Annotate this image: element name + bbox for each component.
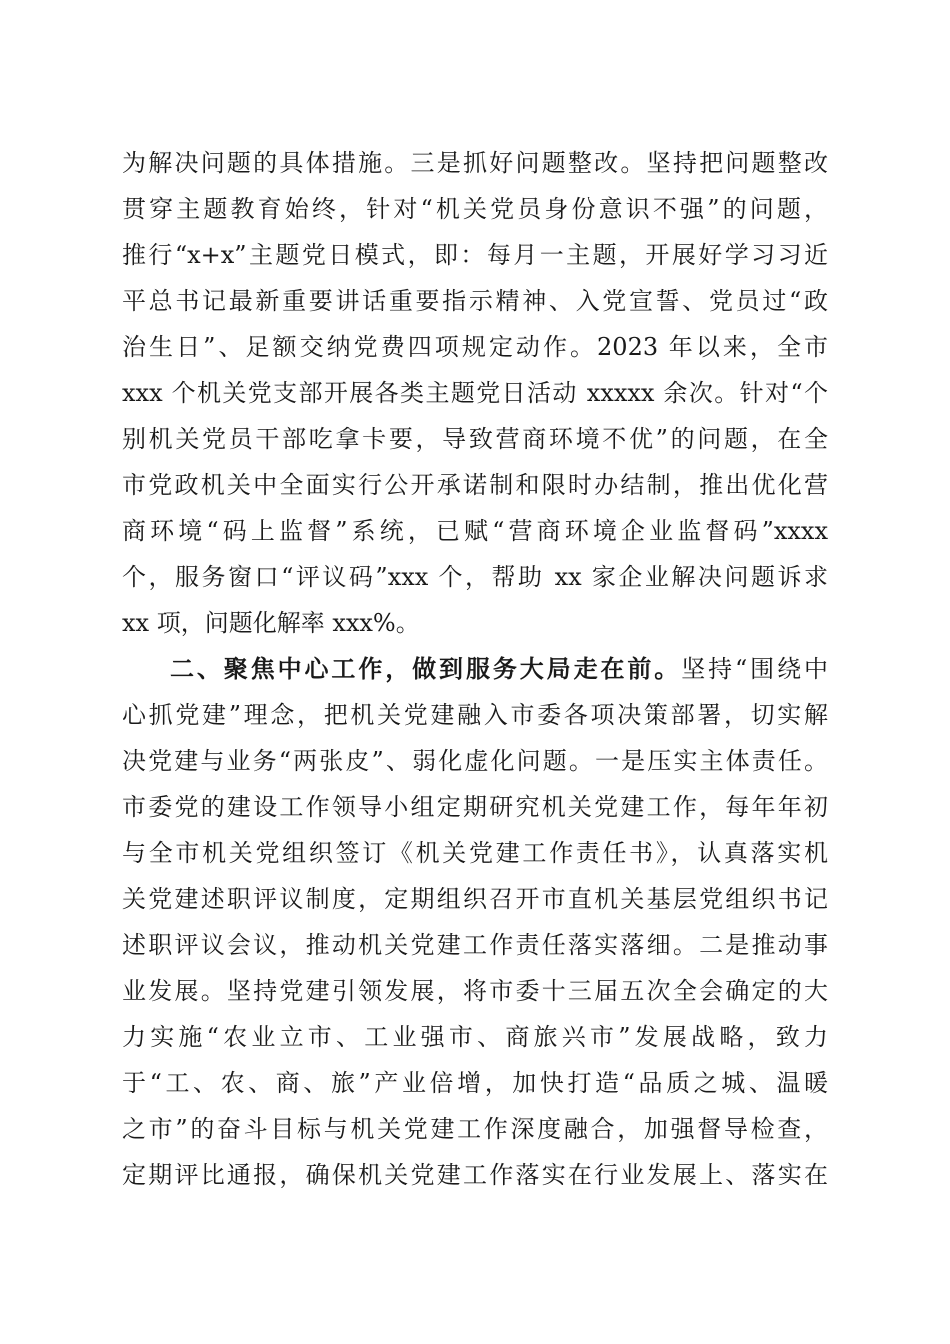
text-line: xx 项，问题化解率 xxx%。	[122, 609, 420, 637]
text-line: 别机关党员干部吃拿卡要，导致营商环境不优”的问题，在全	[122, 425, 828, 453]
text-line: 为解决问题的具体措施。三是抓好问题整改。坚持把问题整改	[122, 149, 828, 177]
text-line: 定期评比通报，确保机关党建工作落实在行业发展上、落实在	[122, 1161, 828, 1189]
text-line: 贯穿主题教育始终，针对“机关党员身份意识不强”的问题，	[122, 195, 828, 223]
text-line: 市党政机关中全面实行公开承诺制和限时办结制，推出优化营	[122, 471, 828, 499]
text-line: 平总书记最新重要讲话重要指示精神、入党宣誓、党员过“政	[122, 287, 828, 315]
text-line: 之市”的奋斗目标与机关党建工作深度融合，加强督导检查，	[122, 1115, 828, 1143]
text-line: 推行“x+x”主题党日模式，即：每月一主题，开展好学习习近	[122, 241, 828, 269]
text-line: 治生日”、足额交纳党费四项规定动作。2023 年以来，全市	[122, 333, 828, 361]
text-line: 市委党的建设工作领导小组定期研究机关党建工作，每年年初	[122, 793, 828, 821]
text-line: 力实施“农业立市、工业强市、商旅兴市”发展战略，致力	[122, 1023, 828, 1051]
text-line: xxx 个机关党支部开展各类主题党日活动 xxxxx 余次。针对“个	[122, 379, 828, 407]
text-line: 于“工、农、商、旅”产业倍增，加快打造“品质之城、温暖	[122, 1069, 828, 1097]
heading-continuation: 坚持“围绕中	[681, 655, 828, 683]
text-line: 与全市机关党组织签订《机关党建工作责任书》，认真落实机	[122, 839, 828, 867]
text-line: 商环境“码上监督”系统，已赋“营商环境企业监督码”xxxx	[122, 517, 828, 545]
text-line: 心抓党建”理念，把机关党建融入市委各项决策部署，切实解	[122, 701, 828, 729]
paragraph-2-first-line	[170, 647, 828, 691]
text-line: 决党建与业务“两张皮”、弱化虚化问题。一是压实主体责任。	[122, 747, 828, 775]
text-line: 关党建述职评议制度，定期组织召开市直机关基层党组织书记	[122, 885, 828, 913]
text-line: 个，服务窗口“评议码”xxx 个，帮助 xx 家企业解决问题诉求	[122, 563, 828, 591]
text-line: 述职评议会议，推动机关党建工作责任落实落细。二是推动事	[122, 931, 828, 959]
section-heading: 二、聚焦中心工作，做到服务大局走在前。	[170, 655, 682, 683]
text-line: 业发展。坚持党建引领发展，将市委十三届五次全会确定的大	[122, 977, 828, 1005]
